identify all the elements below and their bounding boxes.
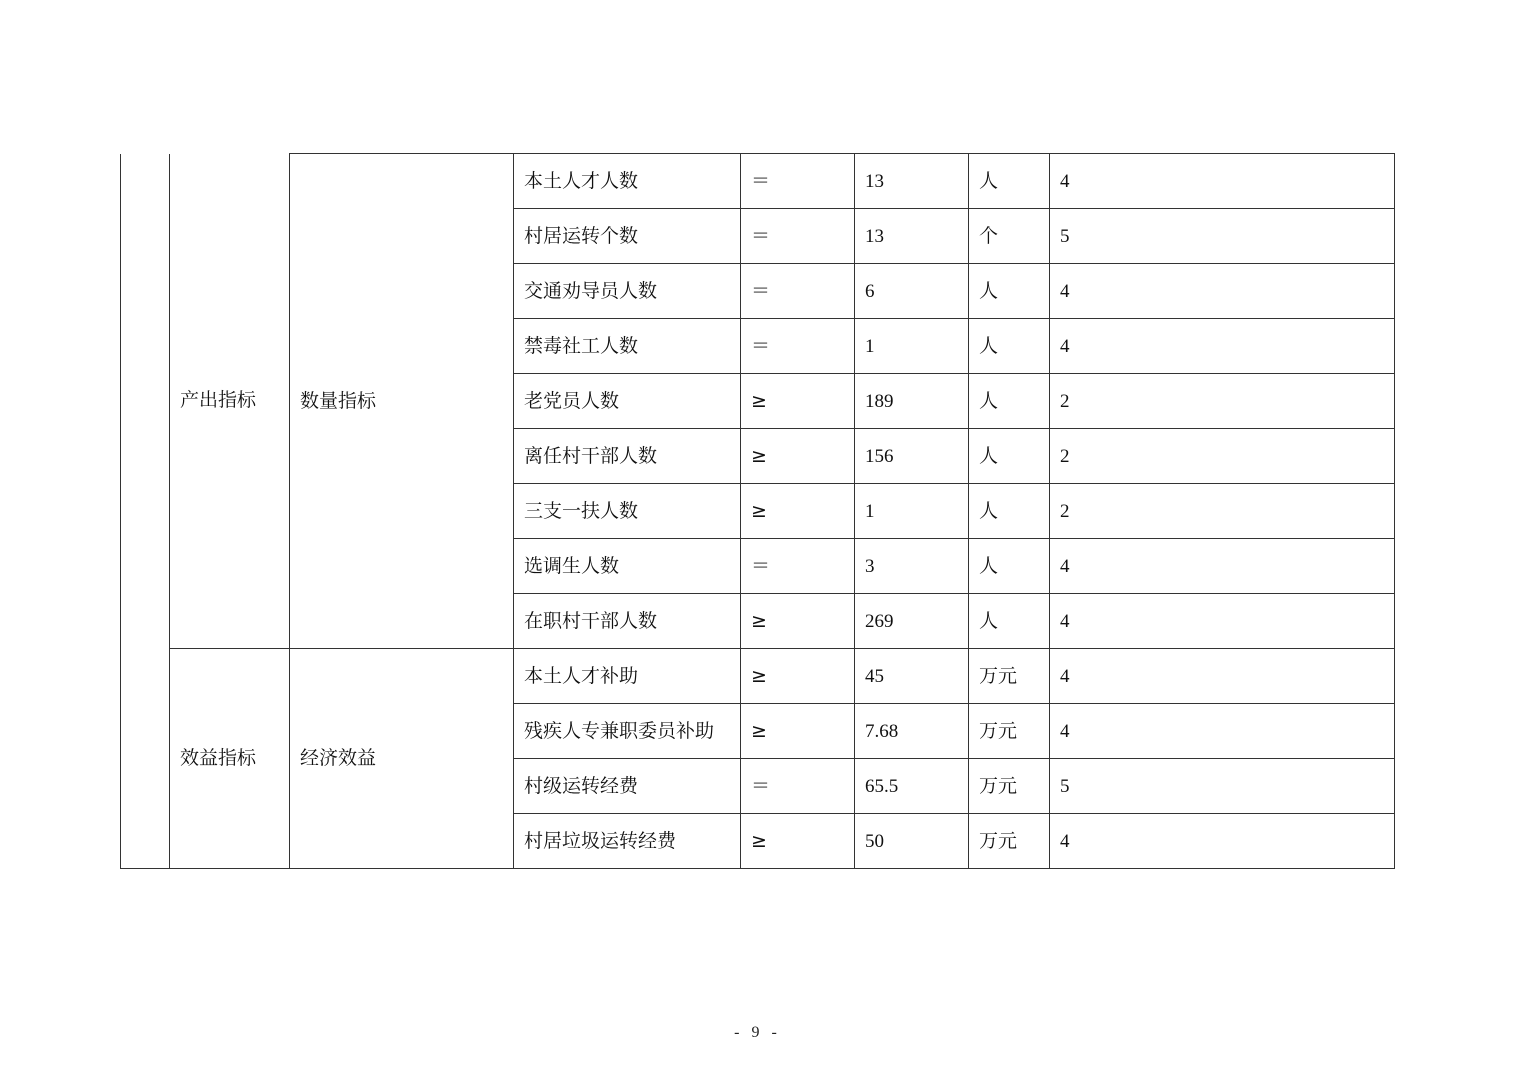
indicator-name: 老党员人数 (514, 374, 741, 429)
unit: 人 (969, 374, 1050, 429)
level2-indicator-cell: 经济效益 (290, 649, 514, 869)
score: 5 (1050, 759, 1395, 814)
unit: 个 (969, 209, 1050, 264)
target-value: 45 (855, 649, 969, 704)
score: 2 (1050, 429, 1395, 484)
unit: 人 (969, 594, 1050, 649)
indicator-name: 本土人才补助 (514, 649, 741, 704)
target-value: 1 (855, 484, 969, 539)
indicator-name: 残疾人专兼职委员补助 (514, 704, 741, 759)
target-value: 3 (855, 539, 969, 594)
unit: 人 (969, 429, 1050, 484)
indicator-name: 村级运转经费 (514, 759, 741, 814)
score: 4 (1050, 154, 1395, 209)
indicator-name: 在职村干部人数 (514, 594, 741, 649)
unit: 人 (969, 264, 1050, 319)
comparison-operator: ＝ (741, 154, 855, 209)
target-value: 1 (855, 319, 969, 374)
score: 2 (1050, 374, 1395, 429)
indicator-name: 交通劝导员人数 (514, 264, 741, 319)
indicator-name: 村居垃圾运转经费 (514, 814, 741, 869)
comparison-operator: ≥ (741, 594, 855, 649)
target-value: 6 (855, 264, 969, 319)
level1-indicator-cell: 效益指标 (170, 649, 290, 869)
unit: 人 (969, 319, 1050, 374)
comparison-operator: ＝ (741, 264, 855, 319)
table-row (121, 154, 1395, 209)
performance-indicator-table (120, 153, 1395, 869)
score: 4 (1050, 264, 1395, 319)
comparison-operator: ＝ (741, 539, 855, 594)
target-value: 7.68 (855, 704, 969, 759)
indicator-name: 三支一扶人数 (514, 484, 741, 539)
score: 4 (1050, 704, 1395, 759)
comparison-operator: ≥ (741, 484, 855, 539)
unit: 人 (969, 484, 1050, 539)
comparison-operator: ≥ (741, 704, 855, 759)
unit: 人 (969, 154, 1050, 209)
comparison-operator: ＝ (741, 759, 855, 814)
unit: 万元 (969, 649, 1050, 704)
score: 4 (1050, 319, 1395, 374)
comparison-operator: ≥ (741, 374, 855, 429)
comparison-operator: ≥ (741, 814, 855, 869)
score: 2 (1050, 484, 1395, 539)
indicator-name: 村居运转个数 (514, 209, 741, 264)
comparison-operator: ≥ (741, 649, 855, 704)
score: 4 (1050, 814, 1395, 869)
level2-indicator-cell: 数量指标 (290, 154, 514, 649)
score: 4 (1050, 539, 1395, 594)
target-value: 13 (855, 209, 969, 264)
indicator-name: 本土人才人数 (514, 154, 741, 209)
score: 4 (1050, 594, 1395, 649)
unit: 万元 (969, 704, 1050, 759)
unit: 万元 (969, 759, 1050, 814)
score: 4 (1050, 649, 1395, 704)
comparison-operator: ＝ (741, 209, 855, 264)
unit: 人 (969, 539, 1050, 594)
unit: 万元 (969, 814, 1050, 869)
score: 5 (1050, 209, 1395, 264)
comparison-operator: ＝ (741, 319, 855, 374)
table-row (121, 649, 1395, 704)
indicator-name: 选调生人数 (514, 539, 741, 594)
target-value: 156 (855, 429, 969, 484)
target-value: 269 (855, 594, 969, 649)
indicator-name: 禁毒社工人数 (514, 319, 741, 374)
indicator-name: 离任村干部人数 (514, 429, 741, 484)
page-number: - 9 - (734, 1024, 781, 1041)
target-value: 189 (855, 374, 969, 429)
comparison-operator: ≥ (741, 429, 855, 484)
target-value: 50 (855, 814, 969, 869)
outer-blank-cell (121, 154, 170, 869)
target-value: 65.5 (855, 759, 969, 814)
target-value: 13 (855, 154, 969, 209)
level1-indicator-cell: 产出指标 (170, 154, 290, 649)
